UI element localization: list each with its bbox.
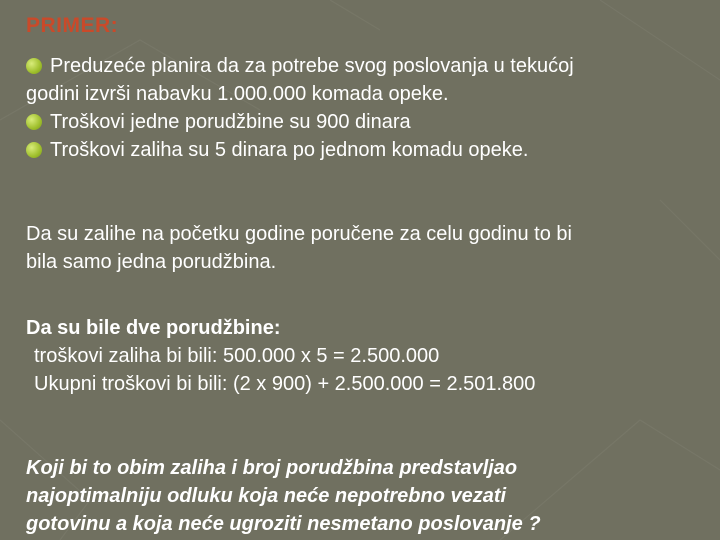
bullet-text: Troškovi zaliha su 5 dinara po jednom komadu opeke.: [50, 139, 529, 161]
bullet-text-continuation: godini izvrši nabavku 1.000.000 komada opeke.: [26, 83, 449, 105]
bullet-icon: [26, 142, 42, 158]
bullet-item: [26, 136, 706, 164]
bullet-item: [26, 52, 706, 80]
question-paragraph: [26, 454, 706, 538]
bullet-text: Troškovi jedne porudžbine su 900 dinara: [50, 111, 411, 133]
question-line: Koji bi to obim zaliha i broj porudžbina predstavljao: [26, 457, 518, 479]
bullet-icon: [26, 58, 42, 74]
question-line: najoptimalniju odluku koja neće nepotrebno vezati: [26, 485, 507, 507]
bullet-text: Preduzeće planira da za potrebe svog poslovanja u tekućoj: [50, 55, 574, 77]
calculation-line: Ukupni troškovi bi bili: (2 x 900) + 2.500.000 = 2.501.800: [34, 373, 536, 395]
paragraph-heading: Da su bile dve porudžbine:: [26, 317, 281, 339]
bullet-list: [26, 52, 706, 164]
slide-title: PRIMER:: [26, 14, 119, 37]
question-line: gotovinu a koja neće ugroziti nesmetano poslovanje ?: [26, 513, 541, 535]
paragraph-single-order: [26, 220, 706, 276]
bullet-item: [26, 108, 706, 136]
paragraph-line: bila samo jedna porudžbina.: [26, 251, 277, 273]
calculation-line: troškovi zaliha bi bili: 500.000 x 5 = 2.500.000: [34, 345, 440, 367]
paragraph-line: Da su zalihe na početku godine poručene za celu godinu to bi: [26, 223, 572, 245]
paragraph-two-orders: [26, 314, 706, 398]
bullet-icon: [26, 114, 42, 130]
